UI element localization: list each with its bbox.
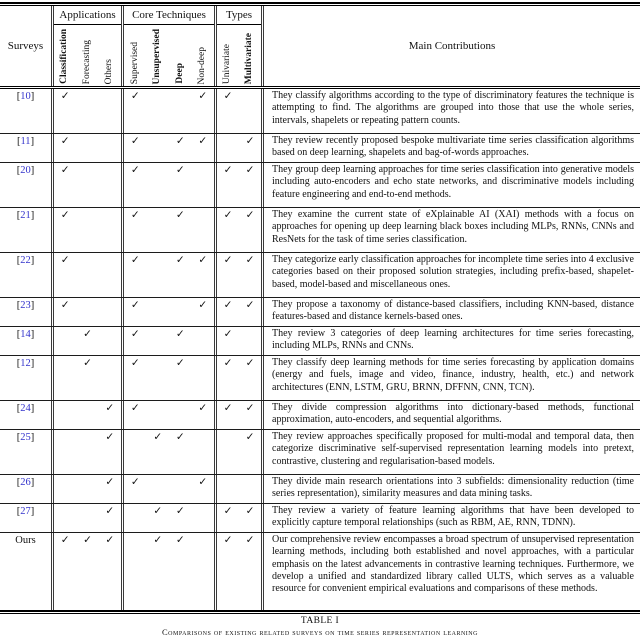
survey-ref-cell	[0, 327, 51, 355]
empty-check-cell	[147, 401, 170, 429]
applications-checks	[51, 298, 121, 326]
table-row	[0, 253, 640, 298]
ref-open-bracket: [	[16, 477, 21, 488]
applications-checks	[51, 327, 121, 355]
core-techniques-checks	[121, 356, 214, 400]
citation-link[interactable]: 24	[20, 403, 31, 414]
checkmark-icon: ✓	[223, 300, 233, 311]
contribution-text: Our comprehensive review encompasses a broad spectrum of unsupervised representation learning methods, including both established and novel approaches, with a particular emphasis on the latest advancements in contrastive learning techniques. Furthermore, we develop a unified and standardized library called ULTS, which serves as a valuable resource for convenient empirical evaluations and comparisons of these methods.	[261, 533, 640, 610]
empty-check-cell	[147, 208, 170, 252]
applications-checks	[51, 208, 121, 252]
checkmark-icon: ✓	[130, 91, 140, 102]
checkmark-icon: ✓	[130, 403, 140, 414]
empty-check-cell	[54, 327, 76, 355]
types-checks	[214, 163, 261, 207]
ref-close-bracket: ]	[30, 300, 35, 311]
empty-check-cell	[239, 89, 261, 133]
ref-close-bracket: ]	[30, 329, 35, 340]
types-checks	[214, 298, 261, 326]
group-label-core-techniques: Core Techniques	[124, 6, 214, 25]
ref-close-bracket: ]	[30, 358, 35, 369]
checkmark-icon: ✓	[175, 136, 185, 147]
empty-check-cell	[147, 163, 170, 207]
survey-ref-cell	[0, 89, 51, 133]
checkmark-icon: ✓	[223, 403, 233, 414]
table-body	[0, 89, 640, 610]
empty-check-cell	[239, 327, 261, 355]
types-checks	[214, 89, 261, 133]
ref-close-bracket: ]	[30, 255, 35, 266]
subheader-cell	[147, 25, 170, 86]
empty-check-cell	[124, 430, 147, 474]
core-techniques-checks	[121, 475, 214, 503]
column-header-non-deep: Non-deep	[197, 46, 207, 84]
checkmark-icon: ✓	[198, 300, 208, 311]
empty-check-cell	[169, 401, 192, 429]
empty-check-cell	[99, 89, 121, 133]
checkmark-icon: ✓	[60, 300, 70, 311]
column-header-unsupervised: Unsupervised	[152, 28, 162, 84]
empty-check-cell	[169, 298, 192, 326]
checkmark-icon: ✓	[130, 255, 140, 266]
checkmark-icon: ✓	[130, 136, 140, 147]
core-techniques-checks	[121, 253, 214, 297]
checkmark-icon: ✓	[175, 210, 185, 221]
core-techniques-subheaders	[124, 25, 214, 86]
survey-ref-cell	[0, 208, 51, 252]
empty-check-cell	[217, 134, 239, 162]
core-techniques-checks	[121, 504, 214, 532]
core-techniques-checks	[121, 327, 214, 355]
checkmark-icon: ✓	[153, 432, 163, 443]
contribution-text: They propose a taxonomy of distance-based classifiers, including KNN-based, distance features-based and distance kernels-based ones.	[261, 298, 640, 326]
column-header-supervised: Supervised	[129, 41, 140, 84]
checkmark-icon: ✓	[130, 477, 140, 488]
empty-check-cell	[192, 327, 215, 355]
table-row	[0, 327, 640, 356]
empty-check-cell	[192, 430, 215, 474]
table-row	[0, 134, 640, 163]
empty-check-cell	[192, 504, 215, 532]
contribution-text: They review 3 categories of deep learning architectures for time series forecasting, including MLPs, RNNs and CNNs.	[261, 327, 640, 355]
checkmark-icon: ✓	[245, 300, 255, 311]
empty-check-cell	[76, 163, 98, 207]
applications-checks	[51, 89, 121, 133]
ref-open-bracket: [	[16, 136, 21, 147]
citation-link[interactable]: 25	[20, 432, 31, 443]
empty-check-cell	[76, 475, 98, 503]
survey-ref-cell	[0, 430, 51, 474]
empty-check-cell	[76, 430, 98, 474]
types-checks	[214, 533, 261, 610]
ref-open-bracket: [	[16, 506, 21, 517]
empty-check-cell	[54, 475, 76, 503]
applications-checks	[51, 401, 121, 429]
ref-open-bracket: [	[16, 403, 21, 414]
checkmark-icon: ✓	[130, 165, 140, 176]
empty-check-cell	[192, 163, 215, 207]
empty-check-cell	[99, 253, 121, 297]
table-row	[0, 298, 640, 327]
checkmark-icon: ✓	[153, 535, 163, 546]
survey-ref-cell	[0, 475, 51, 503]
types-checks	[214, 134, 261, 162]
subheader-cell	[76, 25, 98, 86]
empty-check-cell	[124, 504, 147, 532]
checkmark-icon: ✓	[223, 535, 233, 546]
contribution-text: They group deep learning approaches for time series classification into generative models including auto-encoders and echo state networks, and discriminative models including feature engineering and end-to-end methods.	[261, 163, 640, 207]
survey-ref-cell	[0, 134, 51, 162]
table-row	[0, 430, 640, 475]
empty-check-cell	[192, 533, 215, 610]
checkmark-icon: ✓	[60, 136, 70, 147]
types-checks	[214, 475, 261, 503]
survey-ref-cell	[0, 163, 51, 207]
ref-open-bracket: [	[16, 358, 21, 369]
survey-ref-cell	[0, 504, 51, 532]
survey-ref-cell	[0, 253, 51, 297]
column-header-deep: Deep	[174, 63, 185, 84]
ref-close-bracket: ]	[30, 165, 35, 176]
citation-link[interactable]: 12	[20, 358, 31, 369]
checkmark-icon: ✓	[175, 165, 185, 176]
column-header-classification: Classification	[59, 29, 70, 84]
comparison-table	[0, 2, 640, 614]
empty-check-cell	[76, 298, 98, 326]
checkmark-icon: ✓	[175, 255, 185, 266]
empty-check-cell	[217, 430, 239, 474]
table-header-row	[0, 6, 640, 86]
empty-check-cell	[99, 356, 121, 400]
applications-checks	[51, 253, 121, 297]
empty-check-cell	[147, 298, 170, 326]
empty-check-cell	[76, 134, 98, 162]
citation-link[interactable]: 14	[20, 329, 31, 340]
empty-check-cell	[147, 475, 170, 503]
types-checks	[214, 401, 261, 429]
ref-open-bracket: [	[16, 432, 21, 443]
table-row	[0, 163, 640, 208]
group-label-types: Types	[217, 6, 261, 25]
checkmark-icon: ✓	[60, 165, 70, 176]
citation-link[interactable]: 26	[20, 477, 31, 488]
empty-check-cell	[217, 475, 239, 503]
types-subheaders	[217, 25, 261, 86]
checkmark-icon: ✓	[245, 210, 255, 221]
empty-check-cell	[99, 163, 121, 207]
table-row	[0, 533, 640, 610]
checkmark-icon: ✓	[245, 358, 255, 369]
empty-check-cell	[239, 475, 261, 503]
group-label-applications: Applications	[54, 6, 121, 25]
citation-link[interactable]: 10	[20, 91, 31, 102]
checkmark-icon: ✓	[153, 506, 163, 517]
ref-open-bracket: [	[16, 300, 21, 311]
subheader-cell	[239, 25, 261, 86]
checkmark-icon: ✓	[245, 506, 255, 517]
core-techniques-checks	[121, 208, 214, 252]
subheader-cell	[217, 25, 239, 86]
column-group-types	[214, 6, 261, 86]
column-group-core-techniques	[121, 6, 214, 86]
checkmark-icon: ✓	[130, 210, 140, 221]
subheader-cell	[99, 25, 121, 86]
survey-ref-cell	[0, 401, 51, 429]
checkmark-icon: ✓	[83, 329, 92, 340]
checkmark-icon: ✓	[60, 535, 70, 546]
checkmark-icon: ✓	[175, 358, 185, 369]
contribution-text: They classify algorithms according to the type of discriminatory features the technique is attempting to find. The algorithms are grouped into those that use the whole series, intervals, shapelets or repeating pattern counts.	[261, 89, 640, 133]
contribution-text: They divide compression algorithms into dictionary-based methods, functional approximation, auto-encoders, and sequential algorithms.	[261, 401, 640, 429]
column-header-surveys: Surveys	[7, 40, 44, 52]
checkmark-icon: ✓	[198, 477, 208, 488]
core-techniques-checks	[121, 430, 214, 474]
column-header-others: Others	[104, 58, 115, 84]
ref-close-bracket: ]	[30, 477, 35, 488]
core-techniques-checks	[121, 163, 214, 207]
table-number-label: TABLE I	[300, 616, 340, 626]
table-row	[0, 504, 640, 533]
empty-check-cell	[169, 475, 192, 503]
checkmark-icon: ✓	[223, 358, 233, 369]
empty-check-cell	[99, 134, 121, 162]
subheader-cell	[124, 25, 147, 86]
table-caption: Comparisons of existing related surveys on time series representation learning	[162, 627, 478, 637]
core-techniques-checks	[121, 533, 214, 610]
checkmark-icon: ✓	[105, 432, 115, 443]
types-checks	[214, 430, 261, 474]
empty-check-cell	[76, 401, 98, 429]
checkmark-icon: ✓	[105, 535, 115, 546]
table-row	[0, 89, 640, 134]
empty-check-cell	[76, 253, 98, 297]
contribution-text: They review recently proposed bespoke multivariate time series classification algorithms based on deep learning, shapelets and bag-of-words approaches.	[261, 134, 640, 162]
contribution-text: They classify deep learning methods for time series forecasting by application domains (energy and fuels, image and video, finance, industry, health, etc.) and network architectures (ENN, LSTM, GRU, BRNN, DFFNN, CNN, TCN).	[261, 356, 640, 400]
table-row	[0, 475, 640, 504]
empty-check-cell	[147, 89, 170, 133]
types-checks	[214, 504, 261, 532]
empty-check-cell	[147, 134, 170, 162]
checkmark-icon: ✓	[175, 506, 185, 517]
checkmark-icon: ✓	[175, 535, 185, 546]
checkmark-icon: ✓	[60, 91, 70, 102]
citation-link[interactable]: 23	[20, 300, 31, 311]
citation-link[interactable]: 21	[20, 210, 31, 221]
contribution-text: They review approaches specifically proposed for multi-modal and temporal data, then categorize discriminative self-supervised representation learning models into pretext, contrastive, clustering and regularisation-based models.	[261, 430, 640, 474]
ref-open-bracket: [	[16, 210, 21, 221]
checkmark-icon: ✓	[60, 210, 70, 221]
checkmark-icon: ✓	[130, 358, 140, 369]
ref-close-bracket: ]	[30, 403, 35, 414]
checkmark-icon: ✓	[105, 506, 115, 517]
checkmark-icon: ✓	[105, 403, 115, 414]
contribution-text: They categorize early classification approaches for incomplete time series into 4 exclusive categories based on their proposed solution strategies, including prefix-based, shapelet-based, model-based and miscellaneous ones.	[261, 253, 640, 297]
applications-checks	[51, 430, 121, 474]
checkmark-icon: ✓	[223, 329, 233, 340]
empty-check-cell	[169, 89, 192, 133]
empty-check-cell	[147, 253, 170, 297]
table-row	[0, 401, 640, 430]
citation-link[interactable]: 20	[20, 165, 31, 176]
column-header-multivariate: Multivariate	[244, 32, 255, 84]
checkmark-icon: ✓	[223, 210, 233, 221]
checkmark-icon: ✓	[198, 136, 208, 147]
empty-check-cell	[147, 356, 170, 400]
checkmark-icon: ✓	[198, 91, 208, 102]
table-row	[0, 208, 640, 253]
types-checks	[214, 356, 261, 400]
checkmark-icon: ✓	[223, 255, 233, 266]
column-group-applications	[51, 6, 121, 86]
checkmark-icon: ✓	[130, 329, 140, 340]
row-label-ours: Ours	[15, 535, 36, 546]
core-techniques-checks	[121, 298, 214, 326]
checkmark-icon: ✓	[175, 432, 185, 443]
citation-link[interactable]: 27	[20, 506, 31, 517]
subheader-cell	[169, 25, 192, 86]
empty-check-cell	[124, 533, 147, 610]
survey-ref-cell	[0, 298, 51, 326]
column-header-main-contributions: Main Contributions	[261, 6, 640, 86]
survey-ref-cell	[0, 533, 51, 610]
applications-checks	[51, 134, 121, 162]
ref-close-bracket: ]	[30, 210, 35, 221]
citation-link[interactable]: 22	[20, 255, 31, 266]
checkmark-icon: ✓	[245, 403, 255, 414]
paper-page	[0, 2, 640, 637]
table-row	[0, 356, 640, 401]
empty-check-cell	[99, 327, 121, 355]
checkmark-icon: ✓	[245, 136, 255, 147]
applications-subheaders	[54, 25, 121, 86]
ref-close-bracket: ]	[30, 136, 35, 147]
applications-checks	[51, 163, 121, 207]
checkmark-icon: ✓	[60, 255, 70, 266]
checkmark-icon: ✓	[130, 300, 140, 311]
column-header-univariate: Univariate	[222, 43, 233, 84]
column-header-forecasting: Forecasting	[81, 39, 92, 84]
empty-check-cell	[192, 208, 215, 252]
empty-check-cell	[192, 356, 215, 400]
checkmark-icon: ✓	[245, 165, 255, 176]
checkmark-icon: ✓	[198, 255, 208, 266]
empty-check-cell	[99, 208, 121, 252]
empty-check-cell	[76, 208, 98, 252]
applications-checks	[51, 504, 121, 532]
table-bottom-rule	[0, 610, 640, 614]
checkmark-icon: ✓	[223, 165, 233, 176]
checkmark-icon: ✓	[245, 535, 255, 546]
checkmark-icon: ✓	[175, 329, 185, 340]
ref-open-bracket: [	[16, 255, 21, 266]
contribution-text: They review a variety of feature learning algorithms that have been developed to explicitly capture temporal relationships (such as RBM, AE, RNN, TDNN).	[261, 504, 640, 532]
applications-checks	[51, 356, 121, 400]
ref-open-bracket: [	[16, 329, 21, 340]
checkmark-icon: ✓	[83, 535, 92, 546]
empty-check-cell	[76, 89, 98, 133]
survey-ref-cell	[0, 356, 51, 400]
ref-open-bracket: [	[16, 165, 21, 176]
checkmark-icon: ✓	[223, 506, 233, 517]
applications-checks	[51, 475, 121, 503]
empty-check-cell	[54, 401, 76, 429]
contribution-text: They examine the current state of eXplainable AI (XAI) methods with a focus on approaches for opening up deep learning black boxes including MLPs, RNNs, CNNs and ResNets for the task of time series classification.	[261, 208, 640, 252]
ref-close-bracket: ]	[30, 432, 35, 443]
empty-check-cell	[54, 504, 76, 532]
contribution-text: They divide main research orientations into 3 subfields: dimensionality reduction (time series representation), similarity measures and data mining tasks.	[261, 475, 640, 503]
checkmark-icon: ✓	[105, 477, 115, 488]
types-checks	[214, 253, 261, 297]
subheader-cell	[54, 25, 76, 86]
ref-close-bracket: ]	[30, 506, 35, 517]
checkmark-icon: ✓	[83, 358, 92, 369]
citation-link[interactable]: 11	[20, 136, 31, 147]
ref-open-bracket: [	[16, 91, 21, 102]
subheader-cell	[192, 25, 215, 86]
core-techniques-checks	[121, 401, 214, 429]
core-techniques-checks	[121, 134, 214, 162]
checkmark-icon: ✓	[223, 91, 233, 102]
types-checks	[214, 208, 261, 252]
empty-check-cell	[54, 430, 76, 474]
empty-check-cell	[54, 356, 76, 400]
empty-check-cell	[147, 327, 170, 355]
ref-close-bracket: ]	[30, 91, 35, 102]
types-checks	[214, 327, 261, 355]
checkmark-icon: ✓	[245, 432, 255, 443]
checkmark-icon: ✓	[245, 255, 255, 266]
checkmark-icon: ✓	[198, 403, 208, 414]
applications-checks	[51, 533, 121, 610]
empty-check-cell	[76, 504, 98, 532]
core-techniques-checks	[121, 89, 214, 133]
empty-check-cell	[99, 298, 121, 326]
